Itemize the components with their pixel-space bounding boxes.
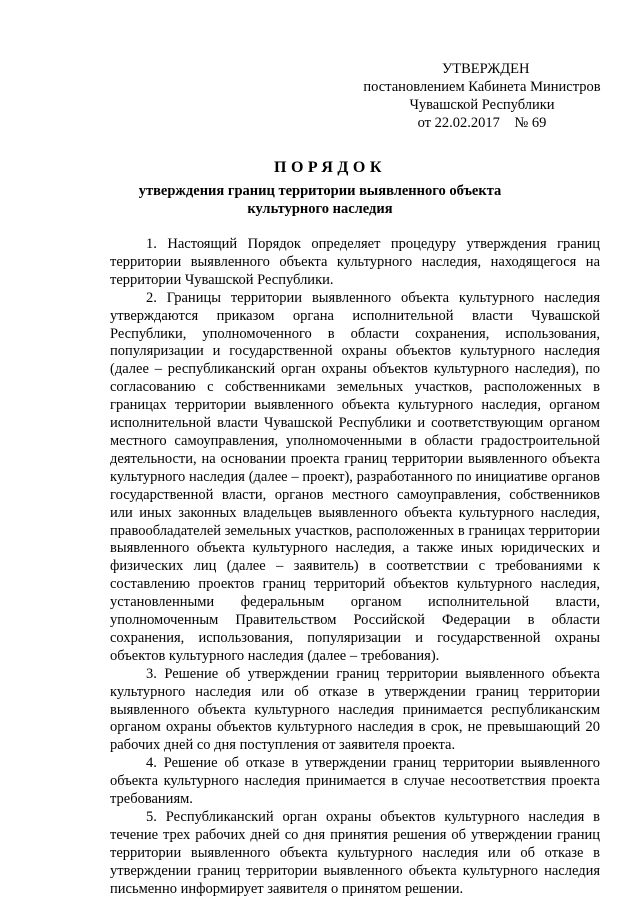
- document-body: [110, 236, 600, 899]
- paragraph-3: 3. Решение об утверждении границ территории выявленного объекта культурного наследия или об отказе в утверждении границ территории выявленного объекта культурного наследия принимается республиканским органом охраны объектов культурного наследия в срок, не превышающий 20 рабочих дней со дня поступления от заявителя проекта.: [110, 665, 600, 754]
- approval-issuer: постановлением Кабинета Министров: [363, 79, 601, 95]
- paragraph-2: 2. Границы территории выявленного объекта культурного наследия утверждаются приказом органа исполнительной власти Чувашской Республики, уполномоченного в области сохранения, использования, популяризации и государственной охраны объектов культурного наследия (далее – республиканский орган охраны объектов культурного наследия), по согласованию с собственниками земельных участков, расположенных в границах территории выявленного объекта культурного наследия, органом исполнительной власти Чувашской Республики и соответствующим органом местного самоуправления, уполномоченными в области градостроительной деятельности, на основании проекта границ территории выявленного объекта культурного наследия (далее – проект), разработанного по инициативе органов государственной власти, органов местного самоуправления, собственников или иных законных владельцев выявленного объекта культурного наследия, правообладателей земельных участков, расположенных в границах территории выявленного объекта культурного наследия, а также иных юридических и физических лиц (далее – заявитель) в соответствии с требованиями к составлению проектов границ территорий объектов культурного наследия, установленными федеральным органом исполнительной власти, уполномоченным Правительством Российской Федерации в области сохранения, использования, популяризации и государственной охраны объектов культурного наследия (далее – требования).: [110, 289, 600, 664]
- paragraph-4: 4. Решение об отказе в утверждении границ территории выявленного объекта культурного наследия принимается в случае несоответствия проекта требованиям.: [110, 755, 600, 808]
- approval-republic: Чувашской Республики: [409, 97, 555, 113]
- subtitle-line-1: утверждения границ территории выявленного объекта: [138, 183, 502, 199]
- approval-heading: УТВЕРЖДЕН: [442, 61, 530, 77]
- approval-stamp: [362, 60, 602, 132]
- subtitle-line-2: культурного наследия: [247, 201, 393, 217]
- title-block: [0, 158, 640, 218]
- document-subtitle: [0, 182, 640, 218]
- paragraph-5: 5. Республиканский орган охраны объектов культурного наследия в течение трех рабочих дней со дня принятия решения об утверждении границ территории выявленного объекта культурного наследия или об отказе в утверждении границ территории выявленного объекта культурного наследия письменно информирует заявителя о принятом решении.: [110, 809, 600, 897]
- approval-date-number: от 22.02.2017 № 69: [417, 115, 547, 131]
- paragraph-1: 1. Настоящий Порядок определяет процедуру утверждения границ территории выявленного объекта культурного наследия, находящегося на территории Чувашской Республики.: [110, 236, 600, 288]
- document-title: ПОРЯДОК: [274, 159, 386, 176]
